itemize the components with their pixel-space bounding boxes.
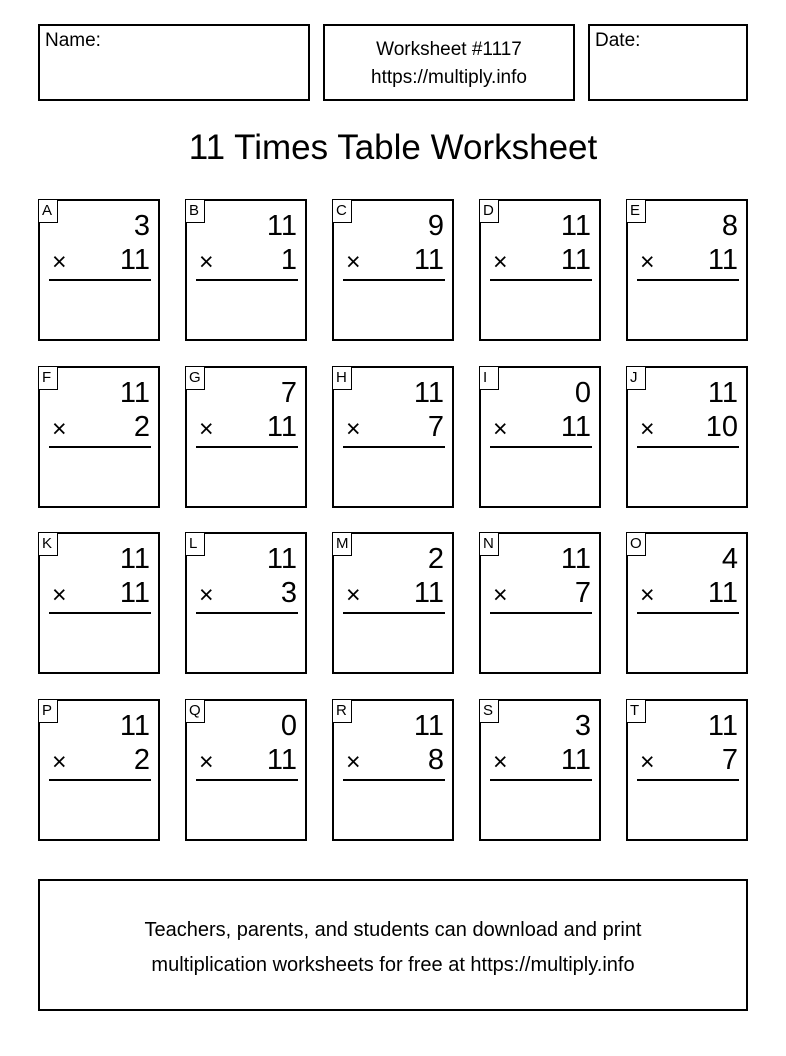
problem-label: R xyxy=(332,699,352,723)
multiplicand: 0 xyxy=(280,710,297,742)
times-sign: × xyxy=(493,415,508,443)
answer-line xyxy=(49,612,151,614)
multiplicand: 3 xyxy=(574,710,591,742)
times-sign: × xyxy=(199,248,214,276)
multiplier: 11 xyxy=(560,411,591,443)
times-sign: × xyxy=(346,415,361,443)
multiplier: 8 xyxy=(427,744,444,776)
answer-line xyxy=(637,279,739,281)
answer-line xyxy=(637,446,739,448)
problem-label: E xyxy=(626,199,646,223)
problem-card xyxy=(626,532,748,674)
multiplier: 2 xyxy=(133,411,150,443)
times-sign: × xyxy=(640,581,655,609)
problem-card xyxy=(38,199,160,341)
times-sign: × xyxy=(52,581,67,609)
times-sign: × xyxy=(640,248,655,276)
problem-label: G xyxy=(185,366,205,390)
multiplicand: 11 xyxy=(119,543,150,575)
footer-line-1: Teachers, parents, and students can download and print xyxy=(144,919,642,941)
problem-card xyxy=(479,366,601,508)
multiplicand: 3 xyxy=(133,210,150,242)
times-sign: × xyxy=(199,415,214,443)
problem-card xyxy=(626,699,748,841)
answer-line xyxy=(637,779,739,781)
problem-label: L xyxy=(185,532,205,556)
times-sign: × xyxy=(52,748,67,776)
multiplicand: 11 xyxy=(560,210,591,242)
problem-card xyxy=(185,199,307,341)
multiplier: 2 xyxy=(133,744,150,776)
footer-line-2: multiplication worksheets for free at https://multiply.info xyxy=(151,954,635,976)
problem-card xyxy=(626,199,748,341)
times-sign: × xyxy=(640,748,655,776)
answer-line xyxy=(490,446,592,448)
answer-line xyxy=(196,612,298,614)
problem-label: K xyxy=(38,532,58,556)
answer-line xyxy=(343,779,445,781)
problem-card xyxy=(38,532,160,674)
times-sign: × xyxy=(493,248,508,276)
problem-card xyxy=(332,199,454,341)
answer-line xyxy=(490,279,592,281)
multiplier: 1 xyxy=(280,244,297,276)
answer-line xyxy=(637,612,739,614)
multiplier: 11 xyxy=(413,577,444,609)
answer-line xyxy=(196,446,298,448)
multiplicand: 0 xyxy=(574,377,591,409)
multiplicand: 11 xyxy=(266,543,297,575)
times-sign: × xyxy=(199,581,214,609)
multiplicand: 11 xyxy=(707,710,738,742)
problem-card xyxy=(332,532,454,674)
answer-line xyxy=(343,279,445,281)
times-sign: × xyxy=(493,748,508,776)
multiplier: 3 xyxy=(280,577,297,609)
times-sign: × xyxy=(52,248,67,276)
worksheet-number: Worksheet #1117 xyxy=(376,39,522,60)
problem-label: S xyxy=(479,699,499,723)
multiplier: 11 xyxy=(119,244,150,276)
multiplicand: 4 xyxy=(721,543,738,575)
problem-card xyxy=(479,532,601,674)
times-sign: × xyxy=(199,748,214,776)
answer-line xyxy=(196,779,298,781)
multiplier: 11 xyxy=(266,411,297,443)
footer-box xyxy=(38,879,748,1011)
times-sign: × xyxy=(346,748,361,776)
problem-label: F xyxy=(38,366,58,390)
answer-line xyxy=(49,279,151,281)
problem-label: M xyxy=(332,532,352,556)
site-url: https://multiply.info xyxy=(371,67,527,88)
problem-card xyxy=(38,366,160,508)
problem-card xyxy=(479,199,601,341)
problem-card xyxy=(38,699,160,841)
multiplicand: 11 xyxy=(413,710,444,742)
multiplicand: 9 xyxy=(427,210,444,242)
times-sign: × xyxy=(346,581,361,609)
problem-label: P xyxy=(38,699,58,723)
multiplicand: 11 xyxy=(707,377,738,409)
problem-label: B xyxy=(185,199,205,223)
answer-line xyxy=(343,446,445,448)
problem-label: C xyxy=(332,199,352,223)
problem-label: I xyxy=(479,366,499,390)
multiplier: 11 xyxy=(560,244,591,276)
problem-label: D xyxy=(479,199,499,223)
multiplier: 11 xyxy=(707,577,738,609)
problem-card xyxy=(185,366,307,508)
problem-label: O xyxy=(626,532,646,556)
problem-card xyxy=(626,366,748,508)
problem-card xyxy=(332,366,454,508)
multiplier: 11 xyxy=(413,244,444,276)
times-sign: × xyxy=(493,581,508,609)
worksheet-info-box xyxy=(323,24,575,101)
multiplicand: 11 xyxy=(119,377,150,409)
answer-line xyxy=(490,612,592,614)
multiplier: 11 xyxy=(560,744,591,776)
problem-card xyxy=(185,532,307,674)
multiplier: 11 xyxy=(707,244,738,276)
date-label: Date: xyxy=(595,30,641,51)
answer-line xyxy=(196,279,298,281)
multiplicand: 8 xyxy=(721,210,738,242)
problem-label: J xyxy=(626,366,646,390)
problem-label: T xyxy=(626,699,646,723)
multiplicand: 2 xyxy=(427,543,444,575)
answer-line xyxy=(490,779,592,781)
date-field-box xyxy=(588,24,748,101)
problem-label: H xyxy=(332,366,352,390)
multiplicand: 11 xyxy=(266,210,297,242)
times-sign: × xyxy=(640,415,655,443)
name-field-box xyxy=(38,24,310,101)
multiplier: 7 xyxy=(721,744,738,776)
problem-card xyxy=(332,699,454,841)
answer-line xyxy=(49,446,151,448)
multiplier: 11 xyxy=(119,577,150,609)
times-sign: × xyxy=(346,248,361,276)
multiplier: 7 xyxy=(427,411,444,443)
answer-line xyxy=(49,779,151,781)
multiplicand: 11 xyxy=(560,543,591,575)
multiplicand: 11 xyxy=(413,377,444,409)
problem-card xyxy=(479,699,601,841)
name-label: Name: xyxy=(45,30,101,51)
problem-label: Q xyxy=(185,699,205,723)
times-sign: × xyxy=(52,415,67,443)
multiplier: 7 xyxy=(574,577,591,609)
answer-line xyxy=(343,612,445,614)
multiplier: 11 xyxy=(266,744,297,776)
multiplier: 10 xyxy=(705,411,738,443)
page-title: 11 Times Table Worksheet xyxy=(188,128,598,167)
problem-card xyxy=(185,699,307,841)
problem-label: N xyxy=(479,532,499,556)
multiplicand: 7 xyxy=(280,377,297,409)
multiplicand: 11 xyxy=(119,710,150,742)
problem-label: A xyxy=(38,199,58,223)
